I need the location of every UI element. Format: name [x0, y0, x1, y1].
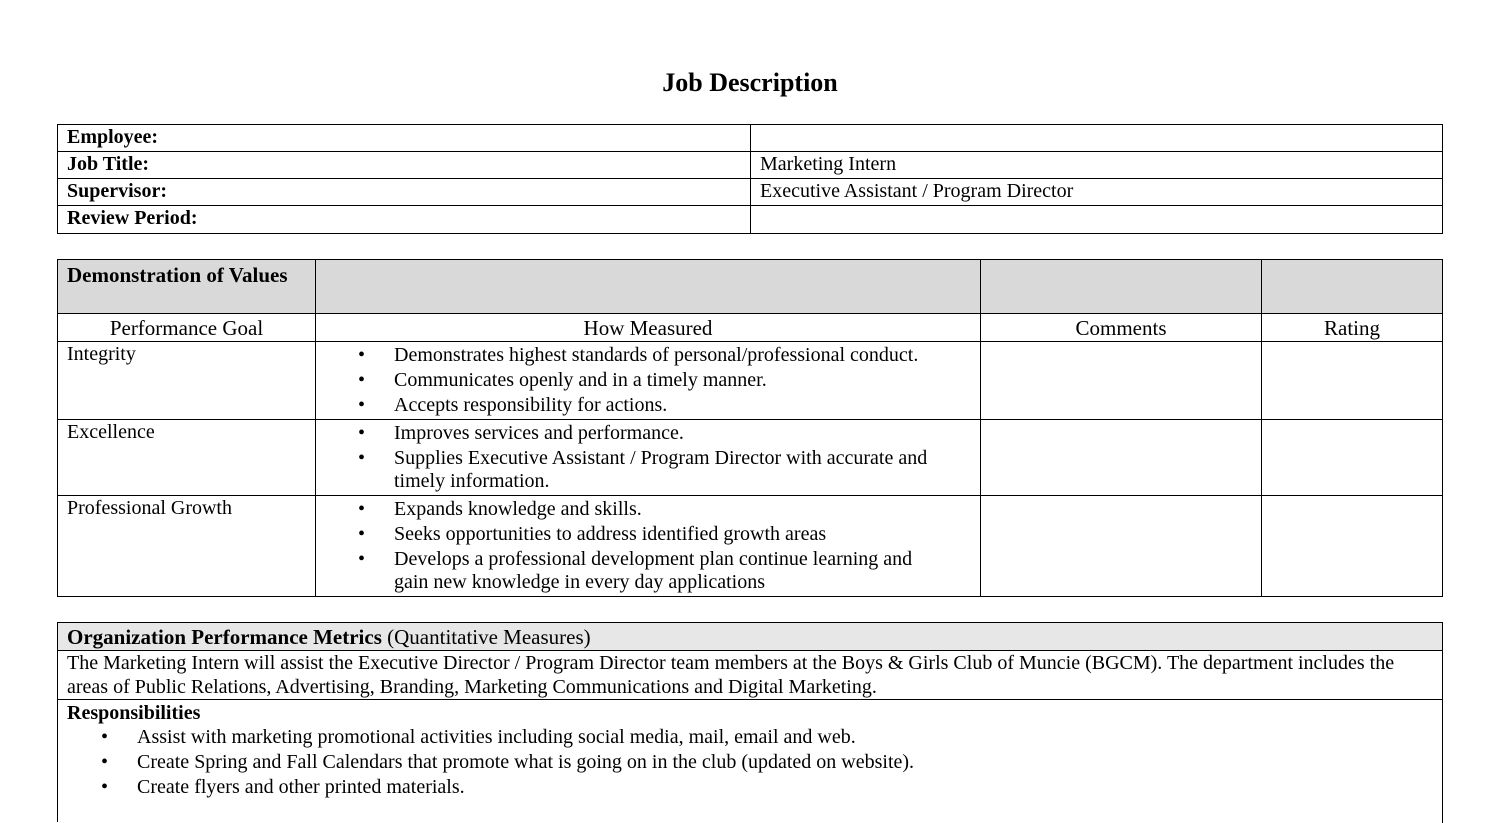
metrics-description: The Marketing Intern will assist the Executive Director / Program Director team members at the Boys & Girls Club of Muncie (BGCM). The department includes the areas of Public Relations, Advertising, Branding, Marketing Communications and Digital Marketing.: [58, 651, 1443, 700]
goal-excellence: Excellence: [58, 420, 316, 496]
list-item: • Demonstrates highest standards of personal/professional conduct.: [316, 344, 970, 367]
list-item: • Accepts responsibility for actions.: [316, 394, 970, 417]
employee-value: [751, 125, 1443, 152]
header-blank: [316, 260, 981, 314]
page-title: Job Description: [662, 68, 838, 97]
metrics-table: [57, 622, 1443, 822]
responsibilities-label: Responsibilities: [67, 702, 201, 724]
rating-cell: [1262, 342, 1443, 420]
list-item: • Develops a professional development plan continue learning and gain new knowledge in every day applications: [316, 548, 950, 594]
metrics-title-bold: Organization Performance Metrics: [67, 625, 382, 649]
job-title-value: Marketing Intern: [751, 152, 1443, 179]
column-header-measured: How Measured: [316, 314, 981, 342]
list-item: • Expands knowledge and skills.: [316, 498, 950, 521]
supervisor-value: Executive Assistant / Program Director: [751, 179, 1443, 206]
header-blank: [1262, 260, 1443, 314]
measures-excellence: [316, 420, 981, 496]
goal-integrity: Integrity: [58, 342, 316, 420]
measures-professional-growth: [316, 496, 981, 597]
list-item: • Improves services and performance.: [316, 422, 960, 445]
employee-label: Employee:: [58, 125, 751, 152]
goal-professional-growth: Professional Growth: [58, 496, 316, 597]
comments-cell: [981, 342, 1262, 420]
comments-cell: [981, 420, 1262, 496]
values-table: [57, 259, 1443, 597]
list-item: • Supplies Executive Assistant / Program Director with accurate and timely information.: [316, 447, 960, 493]
column-header-rating: Rating: [1262, 314, 1443, 342]
list-item: • Create Spring and Fall Calendars that promote what is going on in the club (updated on website).: [59, 751, 1442, 774]
supervisor-label: Supervisor:: [58, 179, 751, 206]
responsibilities-section: [58, 700, 1443, 823]
employee-info-table: [57, 124, 1443, 234]
metrics-title-rest: (Quantitative Measures): [381, 625, 591, 649]
list-item: • Create flyers and other printed materials.: [59, 776, 1442, 799]
comments-cell: [981, 496, 1262, 597]
list-item: • Seeks opportunities to address identified growth areas: [316, 523, 950, 546]
column-header-goal: Performance Goal: [58, 314, 316, 342]
job-title-label: Job Title:: [58, 152, 751, 179]
review-period-value: [751, 206, 1443, 234]
metrics-title: [58, 623, 1443, 651]
review-period-label: Review Period:: [58, 206, 751, 234]
rating-cell: [1262, 496, 1443, 597]
measures-integrity: [316, 342, 981, 420]
list-item: • Assist with marketing promotional activities including social media, mail, email and web.: [59, 726, 1442, 749]
list-item: • Communicates openly and in a timely manner.: [316, 369, 970, 392]
column-header-comments: Comments: [981, 314, 1262, 342]
header-blank: [981, 260, 1262, 314]
rating-cell: [1262, 420, 1443, 496]
values-section-title: Demonstration of Values: [58, 260, 316, 314]
